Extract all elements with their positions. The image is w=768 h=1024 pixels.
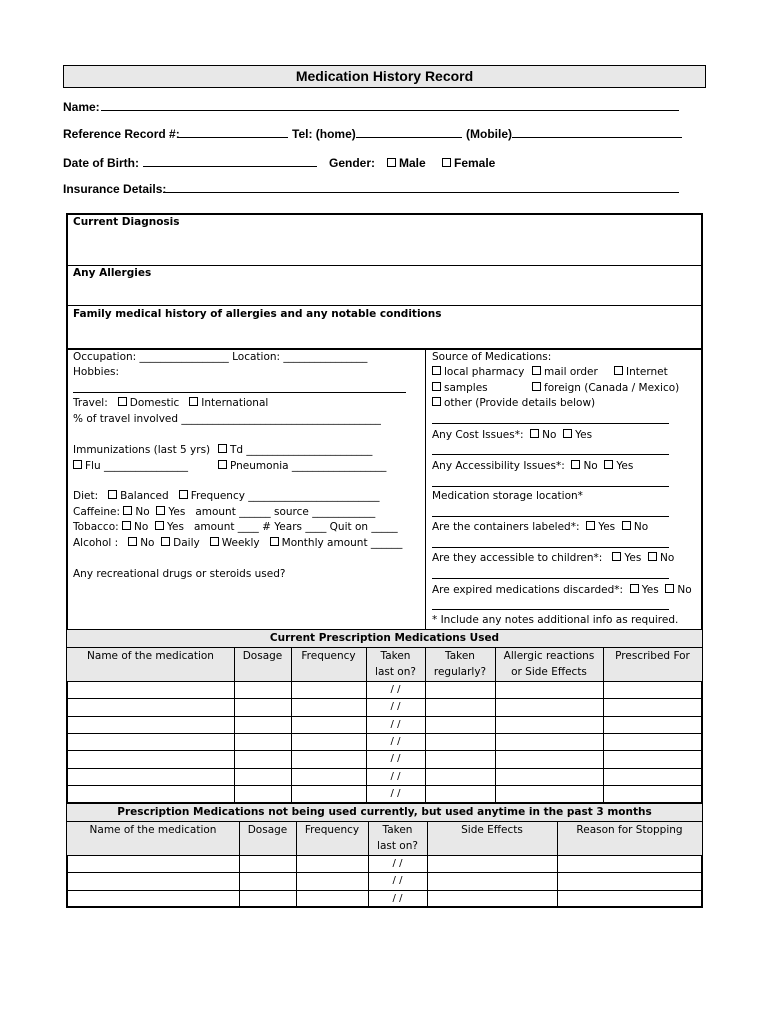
source-samples[interactable]: samples [432,382,488,394]
labeled-field[interactable] [432,547,669,548]
column-divider [234,647,235,802]
column-header: Dosage [242,650,283,662]
checkbox-icon[interactable] [155,521,164,530]
divider [67,629,702,630]
tel-home-field[interactable] [356,137,462,138]
source-foreign[interactable]: foreign (Canada / Mexico) [532,382,679,394]
column-header: Allergic reactions or Side Effects [503,650,595,678]
checkbox-icon[interactable] [73,460,82,469]
td-line[interactable]: Td ________________________ [218,444,372,456]
checkbox-icon[interactable] [604,460,613,469]
column-header: Side Effects [461,824,523,836]
mobile-field[interactable] [512,137,682,138]
table-row [67,872,702,873]
past-table-title: Prescription Medications not being used currently, but used anytime in the past 3 months [117,806,652,818]
checkbox-icon[interactable] [563,429,572,438]
checkbox-icon[interactable] [118,397,127,406]
drugs-question: Any recreational drugs or steroids used? [73,568,286,580]
hobbies-field[interactable] [73,392,406,393]
column-header: Frequency [304,824,360,836]
source-internet[interactable]: Internet [614,366,668,378]
table-row [67,716,702,717]
table-row [67,698,702,699]
caffeine-row: Caffeine: No Yes amount ______ source ____________ [73,506,376,518]
date-slash-mark[interactable]: / / [390,770,401,782]
source-local[interactable]: local pharmacy [432,366,524,378]
table-row [67,785,702,786]
children-question: Are they accessible to children*: Yes No [432,552,675,564]
column-header: Name of the medication [87,650,214,662]
checkbox-icon[interactable] [210,537,219,546]
gender-label: Gender: [329,156,376,170]
children-field[interactable] [432,578,669,579]
checkbox-icon[interactable] [586,521,595,530]
insurance-label: Insurance Details: [63,182,167,196]
checkbox-icon[interactable] [108,490,117,499]
divider [67,681,702,682]
column-divider [495,647,496,802]
column-divider [557,821,558,907]
date-slash-mark[interactable]: / / [390,753,401,765]
notes-footnote: * Include any notes additional info as required. [432,614,679,626]
checkbox-icon[interactable] [442,158,451,167]
travel-percent-line[interactable]: % of travel involved ______________________________________ [73,413,381,425]
checkbox-icon[interactable] [614,366,623,375]
checkbox-icon[interactable] [665,584,674,593]
column-header: Frequency [301,650,356,662]
name-field[interactable] [101,110,679,111]
current-diagnosis-label: Current Diagnosis [73,216,180,228]
hobbies-label: Hobbies: [73,366,120,378]
dob-label: Date of Birth: [63,156,139,170]
travel-row: Travel: Domestic International [73,397,269,409]
flu-line[interactable]: Flu ________________ [73,460,188,472]
divider [67,305,702,306]
expired-field[interactable] [432,609,669,610]
column-divider [702,821,703,907]
date-slash-mark[interactable]: / / [390,718,401,730]
date-slash-mark[interactable]: / / [392,892,403,904]
source-mail[interactable]: mail order [532,366,598,378]
table-row [67,733,702,734]
checkbox-icon[interactable] [530,429,539,438]
cost-issues: Any Cost Issues*: No Yes [432,429,593,441]
date-slash-mark[interactable]: / / [392,875,403,887]
column-header: Name of the medication [89,824,217,836]
checkbox-icon[interactable] [161,537,170,546]
checkbox-icon[interactable] [648,552,657,561]
column-header: Dosage [247,824,288,836]
cost-field[interactable] [432,454,669,455]
checkbox-icon[interactable] [156,506,165,515]
column-divider [239,821,240,907]
checkbox-icon[interactable] [128,537,137,546]
alcohol-row: Alcohol : No Daily Weekly Monthly amount ______ [73,537,403,549]
checkbox-icon[interactable] [571,460,580,469]
date-slash-mark[interactable]: / / [390,701,401,713]
checkbox-icon[interactable] [123,506,132,515]
reference-field[interactable] [177,137,288,138]
date-slash-mark[interactable]: / / [390,735,401,747]
source-label: Source of Medications: [432,351,552,363]
checkbox-icon[interactable] [218,444,227,453]
access-field[interactable] [432,486,669,487]
divider [67,855,702,856]
gender-female[interactable]: Female [442,156,495,170]
occupation-line[interactable]: Occupation: _________________ Location: ________________ [73,351,368,363]
dob-field[interactable] [143,166,317,167]
column-header: Taken last on? [375,650,416,678]
tel-home-label: Tel: (home) [292,127,356,141]
table-row [67,768,702,769]
current-table-title: Current Prescription Medications Used [269,632,500,644]
checkbox-icon[interactable] [532,366,541,375]
checkbox-icon[interactable] [630,584,639,593]
column-divider [296,821,297,907]
checkbox-icon[interactable] [432,397,441,406]
insurance-field[interactable] [163,192,679,193]
tobacco-row: Tobacco: No Yes amount ____ # Years ____ Quit on _____ [73,521,398,533]
checkbox-icon[interactable] [218,460,227,469]
date-slash-mark[interactable]: / / [390,787,401,799]
checkbox-icon[interactable] [532,382,541,391]
divider [67,348,702,350]
date-slash-mark[interactable]: / / [392,858,403,869]
mobile-label: (Mobile) [466,127,512,141]
name-label: Name: [63,100,100,114]
reference-label: Reference Record #: [63,127,180,141]
checkbox-icon[interactable] [387,158,396,167]
immunizations-label: Immunizations (last 5 yrs) [73,444,211,456]
divider [67,265,702,266]
checkbox-icon[interactable] [189,397,198,406]
access-issues: Any Accessibility Issues*: No Yes [432,460,634,472]
checkbox-icon[interactable] [122,521,131,530]
storage-label: Medication storage location* [432,490,583,502]
column-divider [603,647,604,802]
allergies-label: Any Allergies [73,267,152,279]
column-divider [291,647,292,802]
expired-question: Are expired medications discarded*: Yes No [432,584,692,596]
checkbox-icon[interactable] [270,537,279,546]
column-header: Reason for Stopping [576,824,683,836]
column-header: Taken regularly? [433,650,487,678]
checkbox-icon[interactable] [622,521,631,530]
date-slash-mark[interactable]: / / [390,684,401,695]
checkbox-icon[interactable] [612,552,621,561]
table-row [67,890,702,891]
family-history-label: Family medical history of allergies and any notable conditions [73,308,442,320]
checkbox-icon[interactable] [432,366,441,375]
table-row [67,907,702,908]
checkbox-icon[interactable] [432,382,441,391]
table-row [67,750,702,751]
divider [67,802,702,804]
pneumonia-line[interactable]: Pneumonia __________________ [218,460,386,472]
gender-male[interactable]: Male [387,156,426,170]
storage-field[interactable] [432,516,669,517]
diet-row: Diet: Balanced Frequency _________________________ [73,490,380,502]
column-divider [425,349,426,629]
column-header: Prescribed For [615,650,690,662]
column-header: Taken last on? [377,824,418,852]
column-divider [425,647,426,802]
checkbox-icon[interactable] [179,490,188,499]
page-title: Medication History Record [63,65,706,88]
column-divider [427,821,428,907]
other-details-field[interactable] [432,423,669,424]
source-other[interactable]: other (Provide details below) [432,397,595,409]
labeled-question: Are the containers labeled*: Yes No [432,521,649,533]
